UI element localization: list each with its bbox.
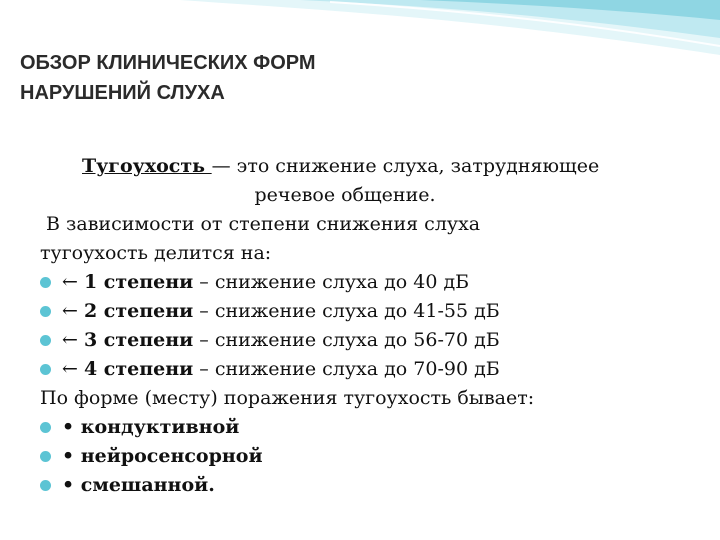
- arrow-icon: ←: [62, 358, 84, 380]
- degree-label: 1 степени: [83, 271, 194, 293]
- form-label: • нейросенсорной: [62, 445, 263, 467]
- form-item: [40, 413, 680, 442]
- bullet-marker-icon: [40, 306, 51, 317]
- bullet-marker-icon: [40, 364, 51, 375]
- degree-label: 3 степени: [83, 329, 194, 351]
- title-line-1: ОБЗОР КЛИНИЧЕСКИХ ФОРМ: [20, 52, 316, 74]
- intro-line-1: В зависимости от степени снижения слуха: [40, 213, 481, 235]
- definition-term: Тугоухость: [82, 155, 212, 177]
- definition-line-2: речевое общение.: [254, 184, 436, 206]
- form-label: • кондуктивной: [62, 416, 240, 438]
- slide-title: [20, 48, 520, 108]
- degree-item: [40, 268, 680, 297]
- degree-desc: – снижение слуха до 40 дБ: [193, 271, 470, 293]
- form-intro: По форме (месту) поражения тугоухость бывает:: [40, 387, 535, 409]
- intro-line-2: тугоухость делится на:: [40, 242, 272, 264]
- bullet-marker-icon: [40, 480, 51, 491]
- degree-label: 4 степени: [83, 358, 194, 380]
- definition-text-1: — это снижение слуха, затрудняющее: [211, 155, 600, 177]
- bullet-marker-icon: [40, 277, 51, 288]
- bullet-marker-icon: [40, 451, 51, 462]
- degree-desc: – снижение слуха до 41-55 дБ: [193, 300, 500, 322]
- arrow-icon: ←: [62, 271, 84, 293]
- degree-label: 2 степени: [83, 300, 194, 322]
- degree-item: [40, 326, 680, 355]
- form-item: [40, 471, 680, 500]
- slide-content: [40, 152, 680, 500]
- degree-desc: – снижение слуха до 70-90 дБ: [193, 358, 500, 380]
- degree-item: [40, 355, 680, 384]
- definition-line-1: [40, 152, 680, 181]
- bullet-marker-icon: [40, 335, 51, 346]
- bullet-marker-icon: [40, 422, 51, 433]
- title-line-2: НАРУШЕНИЙ СЛУХА: [20, 82, 225, 104]
- form-label: • смешанной.: [62, 474, 215, 496]
- arrow-icon: ←: [62, 300, 84, 322]
- degree-item: [40, 297, 680, 326]
- degree-desc: – снижение слуха до 56-70 дБ: [193, 329, 500, 351]
- arrow-icon: ←: [62, 329, 84, 351]
- form-item: [40, 442, 680, 471]
